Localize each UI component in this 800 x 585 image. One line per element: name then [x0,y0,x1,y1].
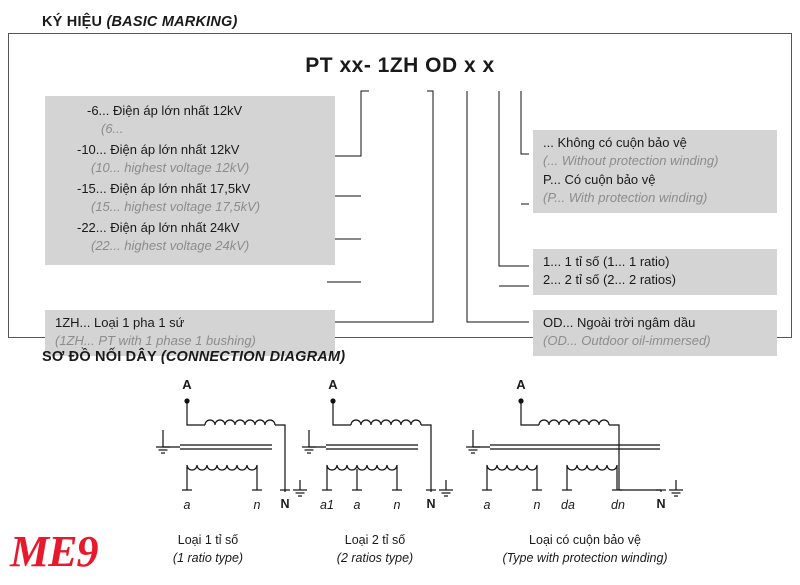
voltage-option-row [55,180,327,217]
diagram-2-caption-en: (2 ratios type) [336,551,414,566]
voltage-option-en: (10... highest voltage 12kV) [91,160,250,176]
diagram-1-caption-en: (1 ratio type) [172,551,244,566]
diagram-2-terminal-a1: a1 [320,498,334,512]
diagram-1-top-label: A [182,377,192,392]
ratio-line-2: 2... 2 tỉ số (2... 2 ratios) [543,272,676,288]
protection-none-vn: ... Không có cuộn bảo vệ [543,135,687,150]
diagram-2-caption-vn: Loại 2 tỉ số [344,533,406,547]
type-box-en: (1ZH... PT with 1 phase 1 bushing) [55,333,256,349]
me9-logo [10,527,98,576]
diagram-3-terminal-n: n [533,498,541,512]
voltage-option-vn: -6... Điện áp lớn nhất 12kV [87,103,243,118]
diagram-2-caption [310,531,440,567]
voltage-option-en: (6... [101,121,124,137]
diagram-3-terminal-dn: dn [611,498,625,512]
diagram-3-caption-en: (Type with protection winding) [502,551,668,566]
diagram-2-terminal-a: a [353,498,361,512]
outdoor-oil-box [533,310,777,356]
protection-none-en: (... Without protection winding) [543,153,719,169]
diagram-1-terminal-a: a [183,498,191,512]
product-code: PT xx- 1ZH OD x x [305,54,495,77]
voltage-option-row [55,219,327,256]
diagram-2-terminal-n: n [393,498,401,512]
diagram-3-terminal-da: da [561,498,575,512]
protection-winding-box [533,130,777,213]
diagram-3-terminal-N: N [656,497,666,511]
voltage-option-row [55,102,327,139]
diagram-3-caption-vn: Loại có cuộn bảo vệ [529,533,641,547]
diagram-3-caption [485,531,685,567]
logo-number: 9 [76,527,98,576]
marking-title-vn: KÝ HIỆU [42,14,107,30]
type-box-vn: 1ZH... Loại 1 pha 1 sứ [55,315,185,330]
ratio-line-1: 1... 1 tỉ số (1... 1 ratio) [543,254,670,269]
diagram-3-terminal-a: a [483,498,491,512]
connection-title-vn: SƠ ĐỒ NỐI DÂY [42,349,161,365]
marking-section-title [42,14,238,30]
diagram-2-terminal-N: N [426,497,436,511]
ratio-box [533,249,777,295]
diagram-1-caption-vn: Loại 1 tỉ số [177,533,239,547]
logo-text: ME [10,527,77,576]
outdoor-oil-vn: OD... Ngoài trời ngâm dầu [543,315,696,330]
diagram-1-caption [148,531,268,567]
voltage-option-vn: -10... Điện áp lớn nhất 12kV [77,141,240,157]
protection-yes-vn: P... Có cuộn bảo vệ [543,171,656,187]
voltage-option-en: (22... highest voltage 24kV) [91,238,250,254]
connection-title-en: (CONNECTION DIAGRAM) [160,349,346,365]
basic-marking-panel [8,33,792,349]
marking-title-en: (BASIC MARKING) [106,14,238,30]
voltage-option-vn: -22... Điện áp lớn nhất 24kV [77,219,240,235]
diagram-1-terminal-n: n [253,498,261,512]
connection-section-title [42,349,345,365]
protection-yes-en: (P... With protection winding) [543,190,708,206]
voltage-options-box [45,96,335,265]
voltage-option-en: (15... highest voltage 17,5kV) [91,199,261,215]
voltage-option-vn: -15... Điện áp lớn nhất 17,5kV [77,180,251,196]
diagram-2-top-label: A [328,377,338,392]
diagram-3-top-label: A [516,377,526,392]
voltage-option-row [55,141,327,178]
outdoor-oil-en: (OD... Outdoor oil-immersed) [543,333,711,349]
connection-diagrams [0,368,800,585]
diagram-1-terminal-N: N [280,497,290,511]
